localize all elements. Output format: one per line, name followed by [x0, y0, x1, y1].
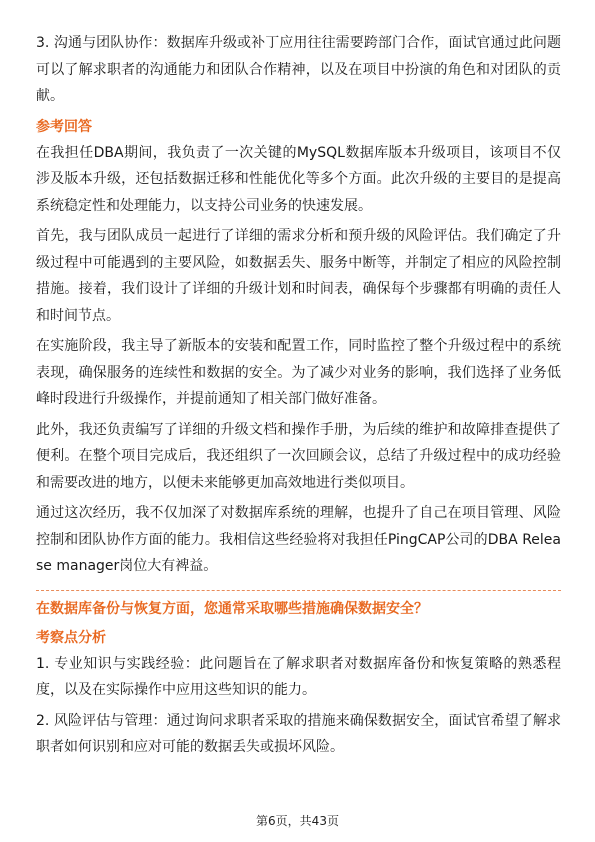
question-title: 在数据库备份与恢复方面，您通常采取哪些措施确保数据安全？: [36, 600, 428, 617]
answer-paragraph: 在实施阶段，我主导了新版本的安装和配置工作，同时监控了整个升级过程中的系统表现，确保服务的连续性和数据的安全。为了减少对业务的影响，我们选择了业务低峰时段进行升级操作，并提前通知了相关部门做好准备。: [36, 338, 561, 407]
section-divider: [36, 590, 561, 591]
analysis-point: 2. 风险评估与管理：通过询问求职者采取的措施来确保数据安全，面试官希望了解求职者如何识别和应对可能的数据丢失或损坏风险。: [36, 712, 561, 755]
analysis-heading: 考察点分析: [36, 629, 106, 646]
page-number: 第6页，共43页: [256, 814, 339, 828]
analysis-point: 1. 专业知识与实践经验：此问题旨在了解求职者对数据库备份和恢复策略的熟悉程度，以及在实际操作中应用这些知识的能力。: [36, 655, 561, 698]
answer-paragraph: 通过这次经历，我不仅加深了对数据库系统的理解，也提升了自己在项目管理、风险控制和团队协作方面的能力。我相信这些经验将对我担任PingCAP公司的DBA Release manager岗位大有裨益。: [36, 505, 561, 574]
page-content: [36, 30, 561, 765]
answer-paragraph: 在我担任DBA期间，我负责了一次关键的MySQL数据库版本升级项目，该项目不仅涉及版本升级，还包括数据迁移和性能优化等多个方面。此次升级的主要目的是提高系统稳定性和处理能力，以支持公司业务的快速发展。: [36, 144, 561, 214]
answer-heading: 参考回答: [36, 118, 92, 135]
intro-paragraph: 3. 沟通与团队协作：数据库升级或补丁应用往往需要跨部门合作，面试官通过此问题可以了解求职者的沟通能力和团队合作精神，以及在项目中扮演的角色和对团队的贡献。: [36, 35, 561, 104]
answer-paragraph: 此外，我还负责编写了详细的升级文档和操作手册，为后续的维护和故障排查提供了便利。在整个项目完成后，我还组织了一次回顾会议，总结了升级过程中的成功经验和需要改进的地方，以便未来能够更加高效地进行类似项目。: [36, 421, 561, 491]
answer-paragraph: 首先，我与团队成员一起进行了详细的需求分析和预升级的风险评估。我们确定了升级过程中可能遇到的主要风险，如数据丢失、服务中断等，并制定了相应的风险控制措施。接着，我们设计了详细的升级计划和时间表，确保每个步骤都有明确的责任人和时间节点。: [36, 228, 561, 324]
